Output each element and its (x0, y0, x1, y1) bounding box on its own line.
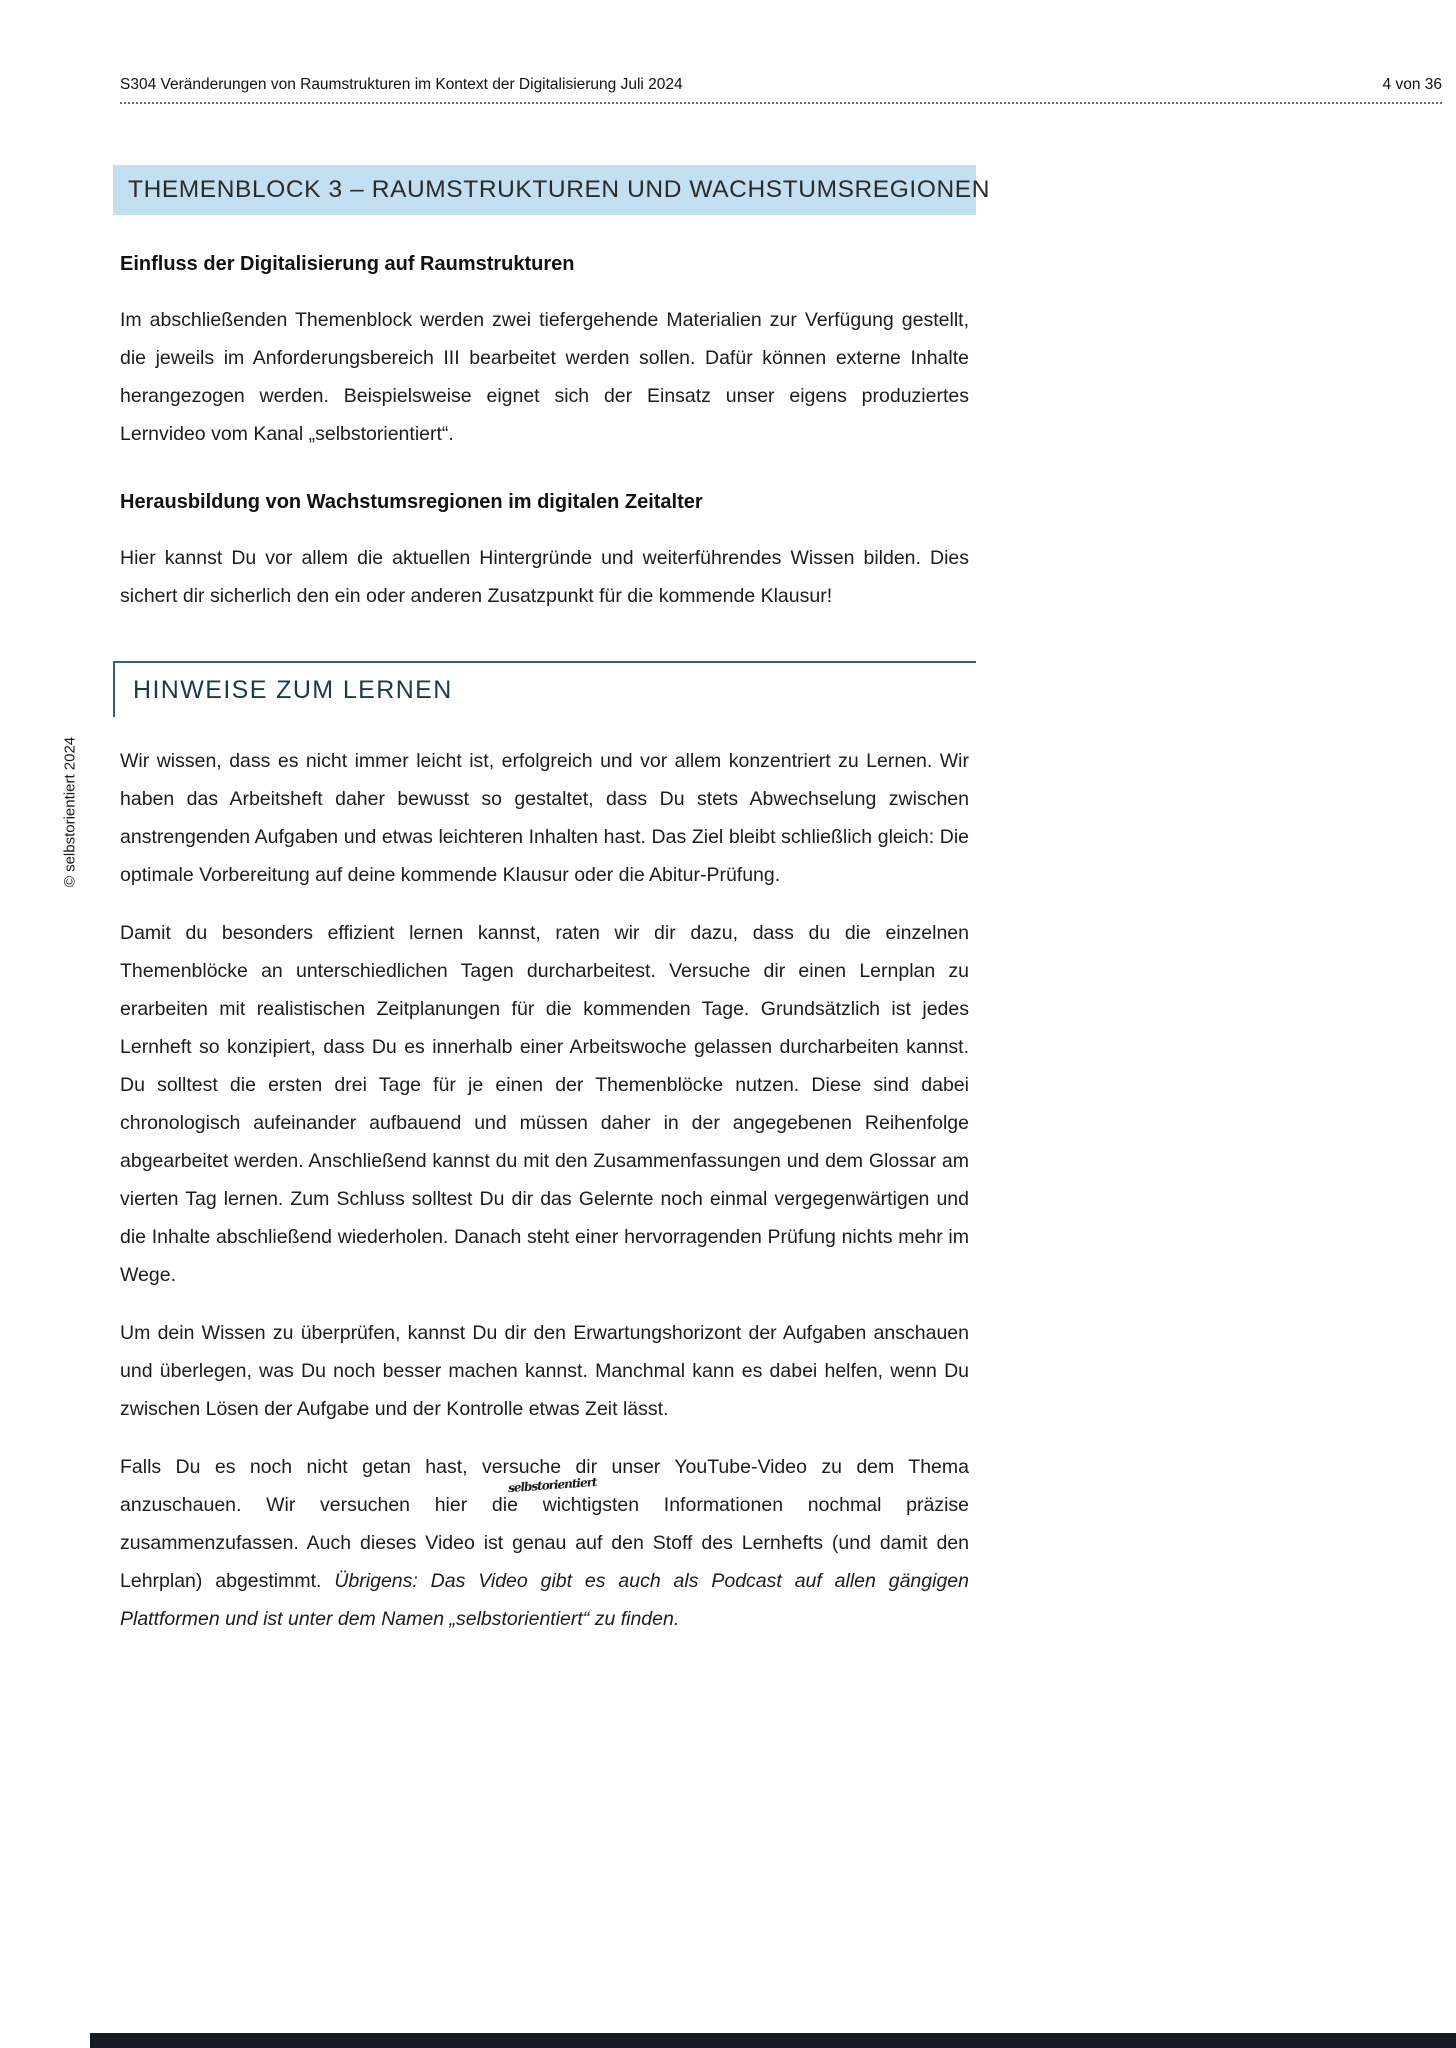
heading-einfluss: Einfluss der Digitalisierung auf Raumstrukturen (120, 253, 575, 275)
hinweise-paragraph-3: Um dein Wissen zu überprüfen, kannst Du dir den Erwartungshorizont der Aufgaben anschauen und überlegen, was Du noch besser machen kannst. Manchmal kann es dabei helfen, wenn Du zwischen Lösen der Aufgabe und der Kontrolle etwas Zeit lässt. (120, 1322, 969, 1420)
document-title: S304 Veränderungen von Raumstrukturen im Kontext der Digitalisierung Juli 2024 (120, 76, 683, 93)
themenblock-title-bar (113, 165, 990, 215)
selbstorientiert-logo: selbstorientiert (507, 1474, 597, 1496)
document-body (113, 165, 990, 1638)
hinweise-paragraph-1: Wir wissen, dass es nicht immer leicht ist, erfolgreich und vor allem konzentriert zu Lernen. Wir haben das Arbeitsheft daher bewusst so gestaltet, dass Du stets Abwechselung zwischen anstrengenden Aufgaben und etwas leichteren Inhalten hast. Das Ziel bleibt schließlich gleich: Die optimale Vorbereitung auf deine kommende Klausur oder die Abitur-Prüfung. (120, 750, 969, 886)
bottom-page-bar (90, 2033, 1456, 2048)
heading-herausbildung: Herausbildung von Wachstumsregionen im digitalen Zeitalter (120, 491, 703, 513)
paragraph-herausbildung: Hier kannst Du vor allem die aktuellen Hintergründe und weiterführendes Wissen bilden. Dies sichert dir sicherlich den ein oder anderen Zusatzpunkt für die kommende Klausur! (120, 547, 969, 607)
page-header (120, 76, 1442, 104)
page-number: 4 von 36 (1382, 76, 1442, 93)
header-divider (120, 102, 1442, 104)
hinweise-paragraph-4-italic: Übrigens: Das Video gibt es auch als Podcast auf allen gängigen Plattformen und ist unter dem Namen „selbstorientiert“ zu finden. (120, 1570, 969, 1630)
hinweise-heading: HINWEISE ZUM LERNEN (133, 675, 453, 704)
hinweise-paragraph-4 (120, 1448, 969, 1638)
paragraph-einfluss: Im abschließenden Themenblock werden zwei tiefergehende Materialien zur Verfügung gestellt, die jeweils im Anforderungsbereich III bearbeitet werden sollen. Dafür können externe Inhalte herangezogen werden. Beispielsweise eignet sich der Einsatz unser eigens produziertes Lernvideo vom Kanal „selbstorientiert“. (120, 309, 969, 445)
hinweise-paragraph-2: Damit du besonders effizient lernen kannst, raten wir dir dazu, dass du die einzelnen Themenblöcke an unterschiedlichen Tagen durcharbeitest. Versuche dir einen Lernplan zu erarbeiten mit realistischen Zeitplanungen für die kommenden Tage. Grundsätzlich ist jedes Lernheft so konzipiert, dass Du es innerhalb einer Arbeitswoche gelassen durcharbeiten kannst. Du solltest die ersten drei Tage für je einen der Themenblöcke nutzen. Diese sind dabei chronologisch aufeinander aufbauend und müssen daher in der angegebenen Reihenfolge abgearbeitet werden. Anschließend kannst du mit den Zusammenfassungen und dem Glossar am vierten Tag lernen. Zum Schluss solltest Du dir das Gelernte noch einmal vergegenwärtigen und die Inhalte abschließend wiederholen. Danach steht einer hervorragenden Prüfung nichts mehr im Wege. (120, 922, 969, 1286)
side-copyright-text: © selbstorientiert 2024 (61, 736, 79, 888)
hinweise-section-header (113, 661, 976, 717)
hinweise-paragraph-4-normal: Falls Du es noch nicht getan hast, versuche dir unser YouTube-Video zu dem Thema anzuschauen. Wir versuchen hier die wichtigsten Informationen nochmal präzise zusammenzufassen. Auch dieses Video ist genau auf den Stoff des Lernhefts (und damit den Lehrplan) abgestimmt. (120, 1456, 969, 1592)
themenblock-title: THEMENBLOCK 3 – RAUMSTRUKTUREN UND WACHSTUMSREGIONEN (128, 176, 990, 203)
